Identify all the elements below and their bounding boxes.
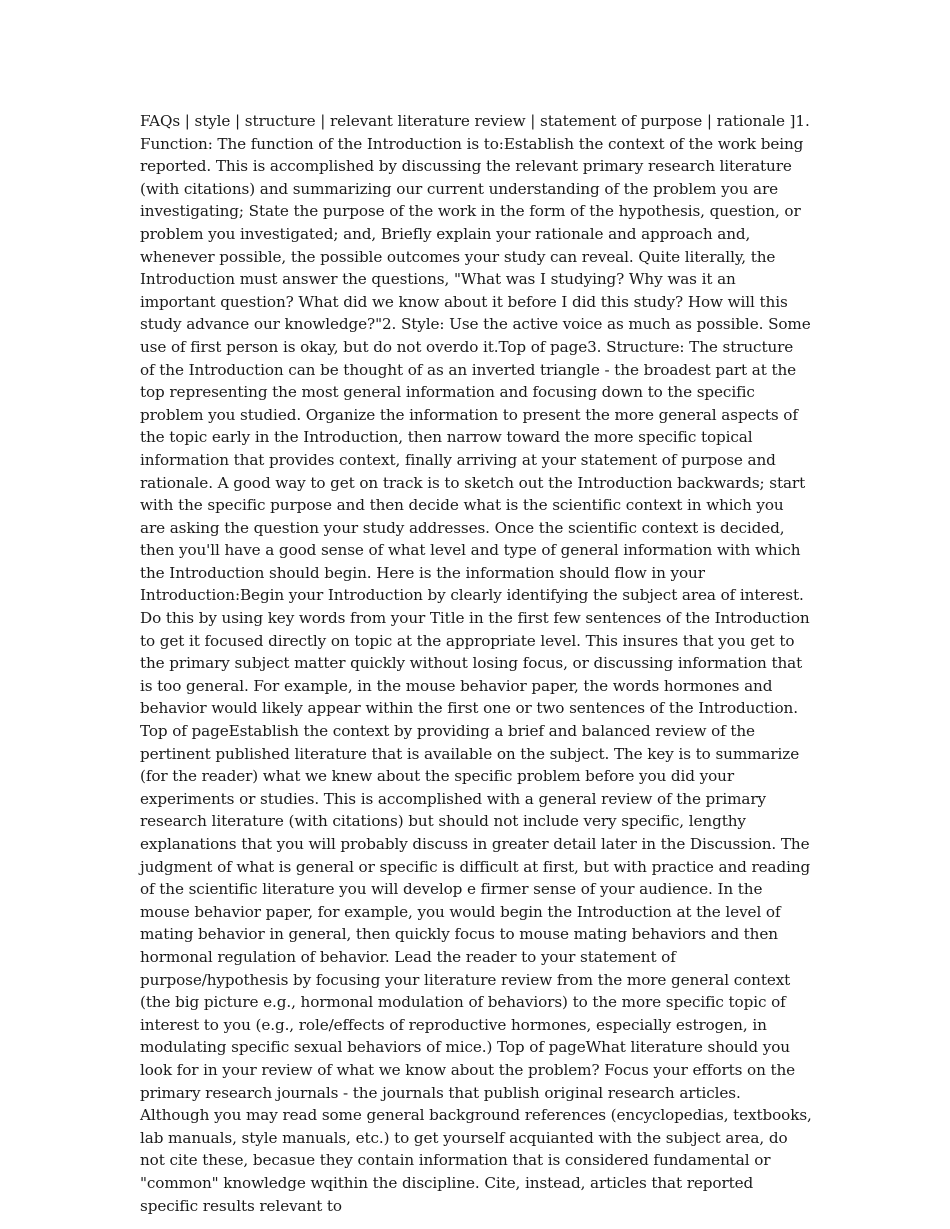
body-paragraph: FAQs | style | structure | relevant literature review | statement of purpose | rationale ]1. Function: The function of the Introduction is to:Establish the context of the work being reported. This is accomplished by discussing the relevant primary research literature (with citations) and summarizing our current understanding of the problem you are investigating; State the purpose of the work in the form of the hypothesis, question, or problem you investigated; and, Briefly explain your rationale and approach and, whenever possible, the possible outcomes your study can reveal. Quite literally, the Introduction must answer the questions, "What was I studying? Why was it an important question? What did we know about it before I did this study? How will this study advance our knowledge?"2. Style: Use the active voice as much as possible. Some use of first person is okay, but do not overdo it.Top of page3. Structure: The structure of the Introduction can be thought of as an inverted triangle - the broadest part at the top representing the most general information and focusing down to the specific problem you studied. Organize the information to present the more general aspects of the topic early in the Introduction, then narrow toward the more specific topical information that provides context, finally arriving at your statement of purpose and rationale. A good way to get on track is to sketch out the Introduction backwards; start with the specific purpose and then decide what is the scientific context in which you are asking the question your study addresses. Once the scientific context is decided, then you'll have a good sense of what level and type of general information with which the Introduction should begin. Here is the information should flow in your Introduction:Begin your Introduction by clearly identifying the subject area of interest. Do this by using key words from your Title in the first few sentences of the Introduction to get it focused directly on topic at the appropriate level. This insures that you get to the primary subject matter quickly without losing focus, or discussing information that is too general. For example, in the mouse behavior paper, the words hormones and behavior would likely appear within the first one or two sentences of the Introduction. Top of pageEstablish the context by providing a brief and balanced review of the pertinent published literature that is available on the subject. The key is to summarize (for the reader) what we knew about the specific problem before you did your experiments or studies. This is accomplished with a general review of the primary research literature (with citations) but should not include very specific, lengthy explanations that you will probably discuss in greater detail later in the Discussion. The judgment of what is general or specific is difficult at first, but with practice and reading of the scientific literature you will develop e firmer sense of your audience. In the mouse behavior paper, for example, you would begin the Introduction at the level of mating behavior in general, then quickly focus to mouse mating behaviors and then hormonal regulation of behavior. Lead the reader to your statement of purpose/hypothesis by focusing your literature review from the more general context (the big picture e.g., hormonal modulation of behaviors) to the more specific topic of interest to you (e.g., role/effects of reproductive hormones, especially estrogen, in modulating specific sexual behaviors of mice.) Top of pageWhat literature should you look for in your review of what we know about the problem? Focus your efforts on the primary research journals - the journals that publish original research articles. Although you may read some general background references (encyclopedias, textbooks, lab manuals, style manuals, etc.) to get yourself acquianted with the subject area, do not cite these, becasue they contain information that is considered fundamental or "common" knowledge wqithin the discipline. Cite, instead, articles that reported specific results relevant to — [140, 112, 812, 1215]
